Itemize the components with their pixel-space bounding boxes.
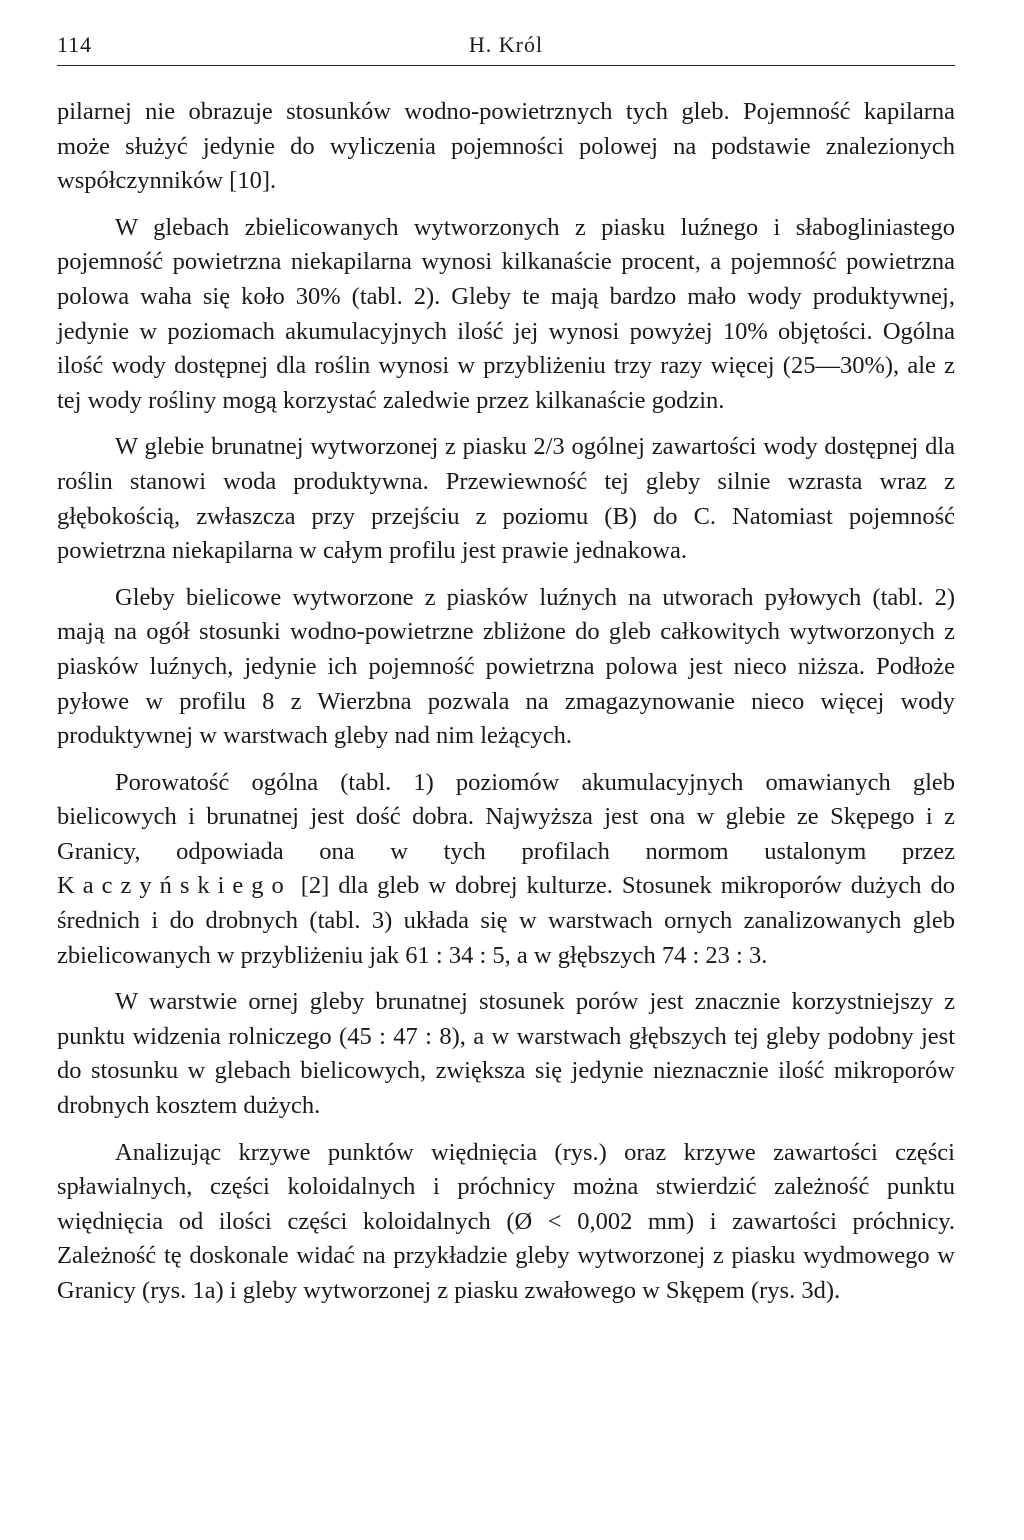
page-number: 114 [57, 32, 93, 57]
paragraph: W glebie brunatnej wytworzonej z piasku 2/3 ogólnej zawartości wody dostępnej dla roślin stanowi woda produktywna. Przewiewność tej gleby silnie wzrasta wraz z głębokością, zwłaszcza przy przejściu z poziomu (B) do C. Natomiast pojemność powietrzna niekapilarna w całym profilu jest prawie jednakowa. [57, 433, 955, 565]
running-head-author: H. Król [468, 32, 544, 57]
paragraph: W warstwie ornej gleby brunatnej stosunek porów jest znacznie korzystniejszy z punktu widzenia rolniczego (45 : 47 : 8), a w warstwach głębszych tej gleby podobny jest do stosunku w glebach bielicowych, zwiększa się jedynie nieznacznie ilość mikroporów drobnych kosztem dużych. [57, 988, 955, 1120]
page-header [57, 32, 955, 66]
header-rule [57, 65, 955, 66]
paragraph-continuation: pilarnej nie obrazuje stosunków wodno-powietrznych tych gleb. Pojemność kapilarna może służyć jedynie do wyliczenia pojemności polowej na podstawie znalezionych współczynników [10]. [57, 98, 955, 195]
paragraph: W glebach zbielicowanych wytworzonych z piasku luźnego i słabogliniastego pojemność powietrzna niekapilarna wynosi kilkanaście procent, a pojemność powietrzna polowa waha się koło 30% (tabl. 2). Gleby te mają bardzo mało wody produktywnej, jedynie w poziomach akumulacyjnych ilość jej wynosi powyżej 10% objętości. Ogólna ilość wody dostępnej dla roślin wynosi w przybliżeniu trzy razy więcej (25—30%), ale z tej wody rośliny mogą korzystać zaledwie przez kilkanaście godzin. [57, 213, 955, 414]
paragraph [57, 766, 955, 974]
paragraph-text: [2] dla gleb w dobrej kulturze. Stosunek mikroporów dużych do średnich i do drobnych (tabl. 3) układa się w warstwach ornych zanalizowanych gleb zbielicowanych w przybliżeniu jak 61 : 34 : 5, a w głębszych 74 : 23 : 3. [57, 872, 955, 969]
body-text [57, 95, 955, 1321]
paragraph-text: Porowatość ogólna (tabl. 1) poziomów akumulacyjnych omawianych gleb bielicowych i brunatnej jest dość dobra. Najwyższa jest ona w glebie ze Skępego i z Granicy, odpowiada ona w tych profilach normom ustalonym przez [57, 768, 955, 865]
paragraph: Analizując krzywe punktów więdnięcia (rys.) oraz krzywe zawartości części spławialnych, części koloidalnych i próchnicy można stwierdzić zależność punktu więdnięcia od ilości części koloidalnych (Ø < 0,002 mm) i zawartości próchnicy. Zależność tę doskonale widać na przykładzie gleby wytworzonej z piasku wydmowego w Granicy (rys. 1a) i gleby wytworzonej z piasku zwałowego w Skępem (rys. 3d). [57, 1138, 955, 1304]
author-citation: Kaczyńskiego [57, 872, 292, 900]
paragraph: Gleby bielicowe wytworzone z piasków luźnych na utworach pyłowych (tabl. 2) mają na ogół stosunki wodno-powietrzne zbliżone do gleb całkowitych wytworzonych z piasków luźnych, jedynie ich pojemność powietrzna polowa jest nieco niższa. Podłoże pyłowe w profilu 8 z Wierzbna pozwala na zmagazynowanie nieco więcej wody produktywnej w warstwach gleby nad nim leżących. [57, 583, 955, 750]
